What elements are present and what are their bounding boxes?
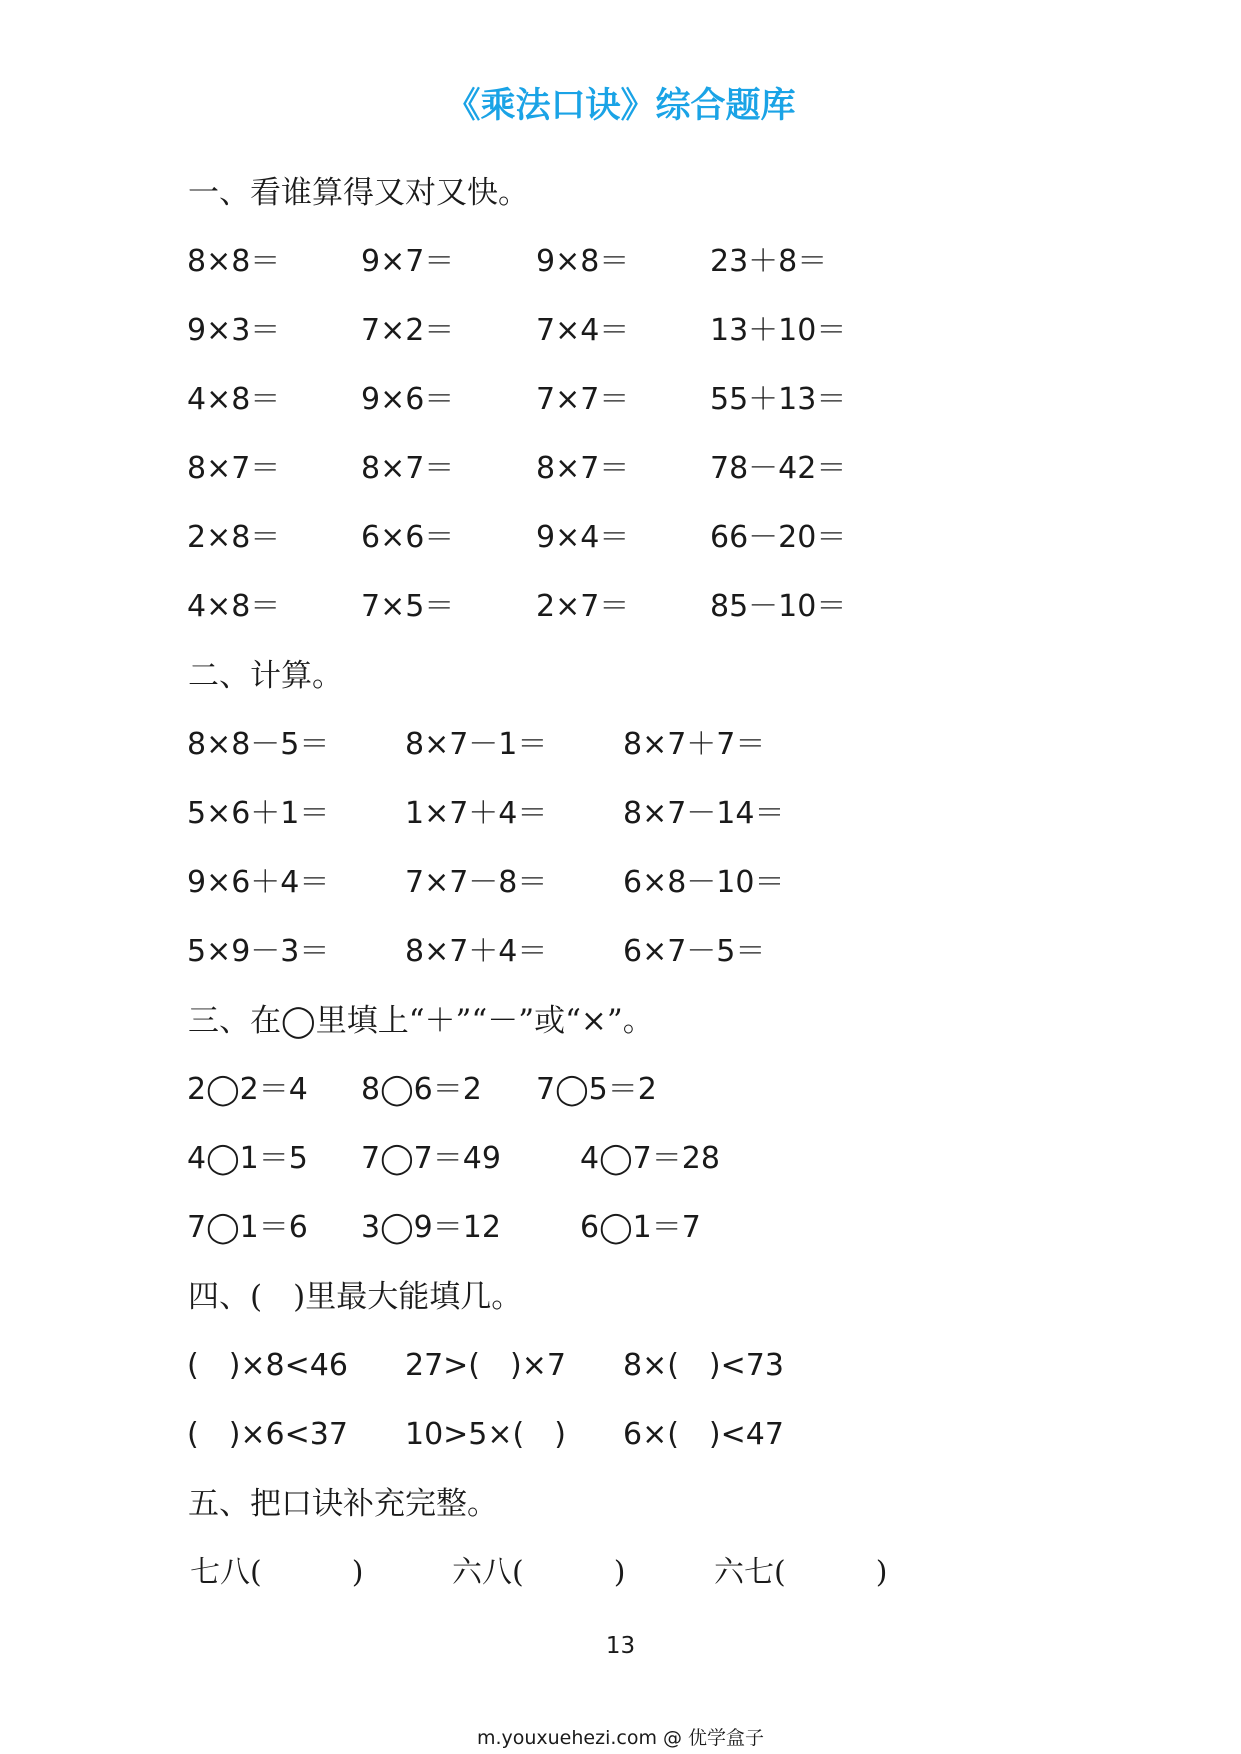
problem: 8×7＝ bbox=[536, 451, 630, 486]
problem: 4◯7＝28 bbox=[580, 1141, 720, 1176]
problem: 6×8－10＝ bbox=[623, 865, 785, 900]
page-title: 《乘法口诀》综合题库 bbox=[445, 86, 796, 126]
problem: 9×8＝ bbox=[536, 244, 630, 279]
section-1-row bbox=[0, 311, 1241, 351]
section-3-row bbox=[0, 1139, 1241, 1179]
problem: 23＋8＝ bbox=[710, 244, 828, 279]
section-1-row bbox=[0, 587, 1241, 627]
problem: 6◯1＝7 bbox=[580, 1210, 701, 1245]
problem: 7◯1＝6 bbox=[187, 1210, 308, 1245]
section-2-row bbox=[0, 794, 1241, 834]
problem: 5×9－3＝ bbox=[187, 934, 330, 969]
problem: 7×2＝ bbox=[361, 313, 455, 348]
section-4-heading: 四、( )里最大能填几。 bbox=[188, 1279, 523, 1315]
section-3-row bbox=[0, 1070, 1241, 1110]
problem: 4×8＝ bbox=[187, 589, 281, 624]
problem: 4◯1＝5 bbox=[187, 1141, 308, 1176]
section-5-heading: 五、把口诀补充完整。 bbox=[188, 1486, 498, 1522]
problem: 2×7＝ bbox=[536, 589, 630, 624]
problem: 13＋10＝ bbox=[710, 313, 847, 348]
problem: 55＋13＝ bbox=[710, 382, 847, 417]
problem: 1×7＋4＝ bbox=[405, 796, 548, 831]
section-1-row bbox=[0, 242, 1241, 282]
problem: 8×8＝ bbox=[187, 244, 281, 279]
section-2-row bbox=[0, 725, 1241, 765]
problem: 9×6＋4＝ bbox=[187, 865, 330, 900]
problem: 85－10＝ bbox=[710, 589, 847, 624]
problem: 8×8－5＝ bbox=[187, 727, 330, 762]
problem: 27>( )×7 bbox=[405, 1348, 566, 1383]
section-1-row bbox=[0, 380, 1241, 420]
problem: ( )×6<37 bbox=[187, 1417, 348, 1452]
problem: 78－42＝ bbox=[710, 451, 847, 486]
problem: 8×7＋4＝ bbox=[405, 934, 548, 969]
problem: 10>5×( ) bbox=[405, 1417, 566, 1452]
section-2-heading: 二、计算。 bbox=[188, 658, 343, 694]
section-1-heading: 一、看谁算得又对又快。 bbox=[188, 175, 529, 211]
problem: 2×8＝ bbox=[187, 520, 281, 555]
problem: 66－20＝ bbox=[710, 520, 847, 555]
problem: 6×( )<47 bbox=[623, 1417, 784, 1452]
section-3-heading: 三、在◯里填上“＋”“－”或“×”。 bbox=[188, 1003, 654, 1039]
problem: 8×7－1＝ bbox=[405, 727, 548, 762]
problem: 9×4＝ bbox=[536, 520, 630, 555]
problem: 5×6＋1＝ bbox=[187, 796, 330, 831]
problem: 7×7＝ bbox=[536, 382, 630, 417]
problem: 六七( ) bbox=[714, 1555, 888, 1590]
problem: 7×7－8＝ bbox=[405, 865, 548, 900]
problem: 9×6＝ bbox=[361, 382, 455, 417]
section-1-row bbox=[0, 518, 1241, 558]
problem: 9×7＝ bbox=[361, 244, 455, 279]
footer-credit: m.youxuehezi.com @ 优学盒子 bbox=[476, 1727, 765, 1749]
problem: 9×3＝ bbox=[187, 313, 281, 348]
section-1-row bbox=[0, 449, 1241, 489]
page-number: 13 bbox=[605, 1633, 636, 1659]
problem: 8◯6＝2 bbox=[361, 1072, 482, 1107]
problem: 3◯9＝12 bbox=[361, 1210, 501, 1245]
section-4-row bbox=[0, 1415, 1241, 1455]
problem: 六八( ) bbox=[452, 1555, 626, 1590]
section-2-row bbox=[0, 932, 1241, 972]
problem: 7◯5＝2 bbox=[536, 1072, 657, 1107]
problem: 2◯2＝4 bbox=[187, 1072, 308, 1107]
problem: 8×( )<73 bbox=[623, 1348, 784, 1383]
section-3-row bbox=[0, 1208, 1241, 1248]
problem: 8×7＝ bbox=[187, 451, 281, 486]
problem: 8×7＝ bbox=[361, 451, 455, 486]
problem: 8×7＋7＝ bbox=[623, 727, 766, 762]
problem: 8×7－14＝ bbox=[623, 796, 785, 831]
section-2-row bbox=[0, 863, 1241, 903]
problem: 7◯7＝49 bbox=[361, 1141, 501, 1176]
section-5-row bbox=[0, 1553, 1241, 1593]
problem: 7×4＝ bbox=[536, 313, 630, 348]
problem: 6×6＝ bbox=[361, 520, 455, 555]
problem: ( )×8<46 bbox=[187, 1348, 348, 1383]
section-4-row bbox=[0, 1346, 1241, 1386]
problem: 7×5＝ bbox=[361, 589, 455, 624]
problem: 4×8＝ bbox=[187, 382, 281, 417]
problem: 6×7－5＝ bbox=[623, 934, 766, 969]
problem: 七八( ) bbox=[190, 1555, 364, 1590]
